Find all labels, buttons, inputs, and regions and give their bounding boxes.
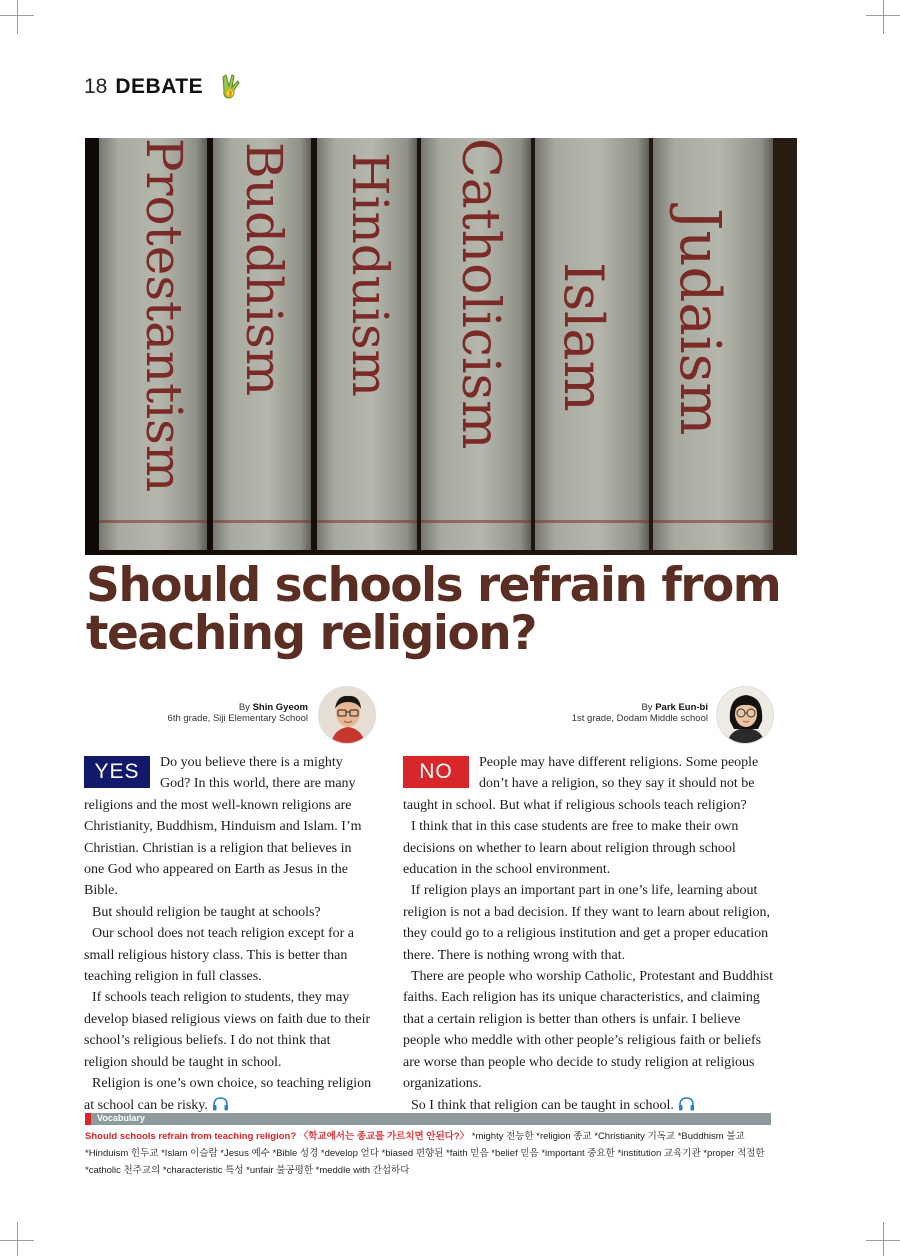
vocabulary-label: Vocabulary [97,1113,145,1123]
paragraph: People may have different religions. Some people don’t have a religion, so they say it should not be taught in school. But what if religious schools teach religion? [403,755,759,813]
byline-no [548,702,708,724]
victory-hand-icon [217,72,247,102]
spine-band [653,520,773,523]
headphones-icon[interactable] [678,1097,695,1111]
avatar [318,686,376,744]
spine-title: Buddhism [235,142,293,397]
book-spines-photo [85,138,797,555]
byline-yes [150,702,308,724]
paragraph [84,1073,374,1116]
page-header [84,72,247,102]
vocabulary-terms: *mighty 전능한 *religion 종교 *Christianity 기독교 *Buddhism 불교 *Hinduism 힌두교 *Islam 이슬람 *Jesus 예수 *Bible 성경 *develop 얻다 *biased 편향된 *faith 믿음 *belief 믿음 *important 중요한 *institution 교육기관 *proper 적절한 *catholic 천주교의 *characteristic 특성 *unfair 불공평한 *meddle with 간섭하다 [85,1131,765,1176]
spine-group [99,138,773,550]
paragraph-text: Religion is one’s own choice, so teaching religion at school can be risky. [84,1076,372,1113]
paragraph: There are people who worship Catholic, Protestant and Buddhist faiths. Each religion has its unique characteristics, and claiming that a certain religion is better than others is unfair. I believe people who meddle with other people’s religious faith or beliefs are worse than people who decide to study religion at religious organizations. [403,969,773,1092]
vocabulary-text [85,1128,775,1179]
headphones-icon[interactable] [212,1097,229,1111]
paragraph: But should religion be taught at schools? [92,904,321,920]
author-detail: 1st grade, Dodam Middle school [571,713,708,724]
avatar [716,686,774,744]
paragraph: If schools teach religion to students, they may develop biased religious views on faith due to their school’s religious beliefs. I do not think that religion should be taught in school. [84,990,371,1070]
no-badge: NO [403,756,469,788]
yes-column [84,752,374,1116]
crop-mark [17,0,18,34]
spine-title: Judaism [667,208,732,436]
spine-band [213,520,311,523]
spine-title: Protestantism [135,138,193,493]
paragraph: If religion plays an important part in one’s life, learning about religion is not a bad decision. If they want to learn about religion, they could go to a religious institution and get a proper education there. There is nothing wrong with that. [403,883,771,963]
crop-mark [883,0,884,34]
yes-badge: YES [84,756,150,788]
svg-text:3: 3 [228,91,232,98]
spine-band [317,520,417,523]
no-column [403,752,774,1116]
author-detail: 6th grade, Siji Elementary School [167,713,308,724]
vocabulary-lead: Should schools refrain from teaching religion? 〈학교에서는 종교를 가르치면 안된다?〉 [85,1131,470,1142]
spine-title: Islam [552,262,615,412]
spine-band [421,520,531,523]
headline [86,558,806,661]
spine-title: Catholicism [450,138,510,450]
paragraph: Do you believe there is a mighty God? In this world, there are many religions and the most well-known religions are Christianity, Buddhism, Hinduism and Islam. I’m Christian. Christian is a religion that believes in one God who appeared on Earth as Jesus in the Bible. [84,755,362,899]
author-name: Park Eun-bi [655,702,708,713]
paragraph: Our school does not teach religion except for a small religious history class. This is better than teaching religion in full classes. [84,926,355,985]
byline-by: By [238,702,250,713]
spine-band [99,520,207,523]
author-name: Shin Gyeom [252,702,308,713]
vocabulary-bar [85,1113,771,1125]
section-title: DEBATE [115,75,204,98]
paragraph-text: So I think that religion can be taught in school. [411,1097,674,1113]
crop-mark [883,1222,884,1256]
vocabulary-marker [85,1113,91,1125]
headline-line-2: teaching religion? [86,606,536,661]
crop-mark [17,1222,18,1256]
page-number: 18 [84,75,108,98]
spine-band [535,520,649,523]
paragraph: I think that in this case students are free to make their own decisions on whether to learn about religion through school education in the school environment. [403,819,739,878]
spine-title: Hinduism [341,152,399,398]
headline-line-1: Should schools refrain from [86,558,781,613]
byline-by: By [641,702,653,713]
